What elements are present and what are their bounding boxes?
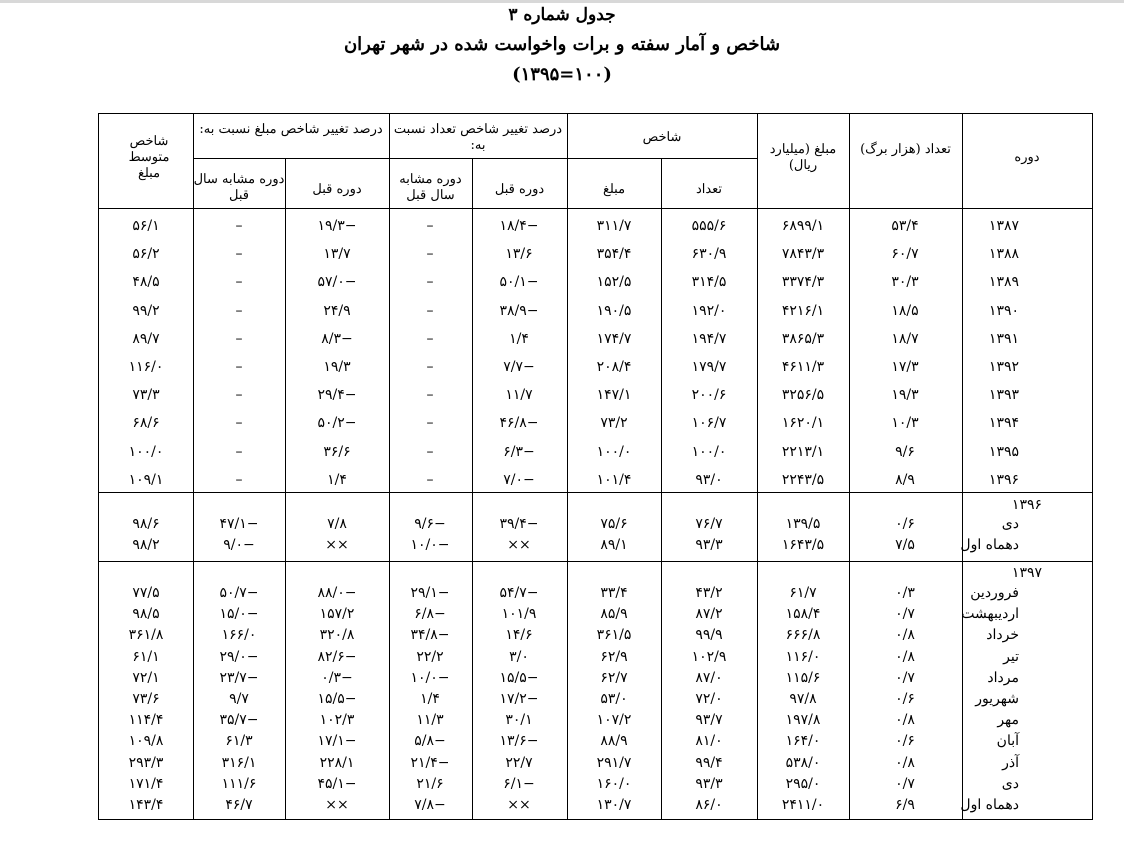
cell-a-same: −۲۹/۰ xyxy=(219,648,259,665)
cell-i-amount: ۱۶۰/۰ xyxy=(596,775,632,792)
cell-i-amount: ۱۹۰/۵ xyxy=(596,302,632,319)
cell-count: ۹/۶ xyxy=(895,443,915,460)
top-divider xyxy=(0,0,1124,3)
cell-c-same: ۱/۴ xyxy=(420,691,440,707)
cell-a-same: – xyxy=(235,471,243,488)
cell-amount: ۶۸۹۹/۱ xyxy=(781,218,825,234)
cell-i-count: ۸۷/۰ xyxy=(695,669,723,686)
cell-count: ۶۰/۷ xyxy=(891,246,919,263)
cell-c-same: – xyxy=(426,359,434,375)
cell-i-amount: ۶۲/۹ xyxy=(600,648,628,665)
cell-a-same: −۵۰/۷ xyxy=(219,585,259,601)
cell-avg: ۱۰۹/۱ xyxy=(128,471,164,488)
cell-i-amount: ۱۷۴/۷ xyxy=(596,330,632,347)
header-amount: مبلغ (میلیارد ریال) xyxy=(769,142,837,173)
cell-a-prev: ۲۴/۹ xyxy=(323,302,351,319)
cell-a-prev: −۴۵/۱ xyxy=(317,775,357,792)
cell-amount: ۳۲۵۶/۵ xyxy=(781,387,825,404)
cell-count: ۸/۹ xyxy=(895,471,915,488)
cell-i-amount: ۱۰۰/۰ xyxy=(596,443,632,460)
header-index-count: تعداد xyxy=(695,182,723,197)
cell-i-amount: ۲۰۸/۴ xyxy=(596,359,632,375)
cell-i-count: ۹۳/۳ xyxy=(695,775,723,792)
cell-c-same: −۲۹/۱ xyxy=(410,585,450,601)
group-year-label: ۱۳۹۷ xyxy=(1011,565,1042,581)
cell-c-prev: ۳۰/۱ xyxy=(505,712,533,729)
cell-i-amount: ۷۵/۶ xyxy=(600,516,628,532)
data-table xyxy=(98,113,1093,820)
cell-c-prev: ۱۰۱/۹ xyxy=(501,606,537,623)
cell-c-prev: −۵۴/۷ xyxy=(499,585,539,601)
header-pct-count-same: دوره مشابه سال قبل xyxy=(399,172,462,203)
cell-c-same: −۶/۸ xyxy=(414,606,446,623)
header-pct-amount: درصد تغییر شاخص مبلغ نسبت به: xyxy=(199,122,383,137)
cell-period: دی xyxy=(1001,775,1019,792)
cell-c-prev: ۱۱/۷ xyxy=(505,387,533,404)
cell-i-count: ۱۰۲/۹ xyxy=(691,648,727,665)
cell-c-same: ۲۱/۶ xyxy=(416,775,444,792)
cell-avg: ۵۶/۱ xyxy=(132,218,160,234)
cell-a-same: ۶۱/۳ xyxy=(225,733,253,750)
cell-period: شهریور xyxy=(975,691,1019,707)
cell-i-count: ۹۹/۴ xyxy=(695,754,723,771)
cell-c-same: −۲۱/۴ xyxy=(410,754,450,771)
cell-a-prev: −۵۰/۲ xyxy=(317,415,357,432)
cell-a-same: – xyxy=(235,246,243,263)
cell-count: ۰/۷ xyxy=(895,669,915,686)
cell-a-prev: −۱۵/۵ xyxy=(317,691,357,707)
cell-i-amount: ۳۵۴/۴ xyxy=(596,246,632,263)
cell-c-same: – xyxy=(426,218,434,234)
cell-amount: ۳۸۶۵/۳ xyxy=(781,330,825,347)
row-rule xyxy=(99,561,1092,562)
cell-c-prev: ۲۲/۷ xyxy=(505,754,533,771)
cell-i-amount: ۸۸/۹ xyxy=(600,733,628,750)
cell-a-same: ۴۶/۷ xyxy=(225,797,253,813)
cell-i-amount: ۲۹۱/۷ xyxy=(596,754,632,771)
cell-amount: ۲۹۵/۰ xyxy=(785,775,821,792)
cell-a-prev: ۳۲۰/۸ xyxy=(319,627,355,644)
cell-i-count: ۹۳/۳ xyxy=(695,536,723,553)
cell-avg: ۱۱۴/۴ xyxy=(128,712,164,729)
cell-c-prev: −۵۰/۱ xyxy=(499,274,539,291)
cell-avg: ۱۷۱/۴ xyxy=(128,775,164,792)
cell-i-count: ۲۰۰/۶ xyxy=(691,387,727,404)
cell-count: ۳۰/۳ xyxy=(891,274,919,291)
cell-i-amount: ۶۲/۷ xyxy=(600,669,628,686)
cell-i-amount: ۳۱۱/۷ xyxy=(596,218,632,234)
cell-avg: ۱۰۰/۰ xyxy=(128,443,164,460)
table-number: جدول شماره ۳ xyxy=(508,5,616,25)
cell-c-same: – xyxy=(426,471,434,488)
column-rule xyxy=(962,114,963,819)
cell-a-prev: −۸/۳ xyxy=(321,330,353,347)
cell-i-count: ۶۳۰/۹ xyxy=(691,246,727,263)
cell-c-same: – xyxy=(426,415,434,432)
cell-avg: ۳۶۱/۸ xyxy=(128,627,164,644)
header-index-amount: مبلغ xyxy=(602,182,626,197)
cell-count: ۰/۳ xyxy=(895,585,915,601)
cell-avg: ۹۸/۲ xyxy=(132,536,160,553)
cell-a-prev: ۱۰۲/۳ xyxy=(319,712,355,729)
cell-a-prev: −۰/۳ xyxy=(321,669,353,686)
cell-c-same: −۳۴/۸ xyxy=(410,627,450,644)
cell-c-same: ۱۱/۳ xyxy=(416,712,444,729)
cell-a-prev: ۲۲۸/۱ xyxy=(319,754,355,771)
cell-count: ۰/۸ xyxy=(895,648,915,665)
cell-a-prev: ×× xyxy=(325,536,349,553)
cell-amount: ۲۴۱۱/۰ xyxy=(781,797,825,813)
cell-c-prev: −۴۶/۸ xyxy=(499,415,539,432)
cell-a-prev: −۵۷/۰ xyxy=(317,274,357,291)
cell-period: مهر xyxy=(997,712,1019,729)
cell-i-amount: ۸۹/۱ xyxy=(600,536,628,553)
cell-c-same: −۷/۸ xyxy=(414,797,446,813)
cell-i-count: ۸۶/۰ xyxy=(695,797,723,813)
cell-c-same: −۱۰/۰ xyxy=(410,669,450,686)
cell-amount: ۹۷/۸ xyxy=(789,691,817,707)
cell-count: ۷/۵ xyxy=(895,536,915,553)
header-pct-amount-same: دوره مشابه سال قبل xyxy=(193,172,285,203)
cell-c-same: −۵/۸ xyxy=(414,733,446,750)
cell-i-count: ۴۳/۲ xyxy=(695,585,723,601)
cell-period: ۱۳۹۵ xyxy=(988,443,1019,460)
cell-i-amount: ۱۴۷/۱ xyxy=(596,387,632,404)
header-rule xyxy=(193,158,567,159)
cell-a-prev: −۱۷/۱ xyxy=(317,733,357,750)
cell-amount: ۱۳۹/۵ xyxy=(785,516,821,532)
cell-period: دی xyxy=(1001,516,1019,532)
cell-amount: ۱۱۵/۶ xyxy=(785,669,821,686)
cell-c-prev: −۶/۳ xyxy=(503,443,535,460)
cell-count: ۰/۶ xyxy=(895,733,915,750)
cell-amount: ۴۲۱۶/۱ xyxy=(781,302,825,319)
cell-avg: ۷۳/۶ xyxy=(132,691,160,707)
cell-i-count: ۱۰۶/۷ xyxy=(691,415,727,432)
header-count: تعداد (هزار برگ) xyxy=(860,142,951,157)
cell-period: ۱۳۹۰ xyxy=(988,302,1019,319)
cell-c-same: – xyxy=(426,330,434,347)
cell-c-same: – xyxy=(426,274,434,291)
cell-count: ۱۰/۳ xyxy=(891,415,919,432)
cell-amount: ۵۳۸/۰ xyxy=(785,754,821,771)
cell-period: مرداد xyxy=(987,669,1019,686)
cell-c-same: – xyxy=(426,302,434,319)
cell-a-same: – xyxy=(235,330,243,347)
cell-a-same: −۴۷/۱ xyxy=(219,516,259,532)
cell-avg: ۷۳/۳ xyxy=(132,387,160,404)
cell-avg: ۵۶/۲ xyxy=(132,246,160,263)
cell-period: اردیبهشت xyxy=(961,606,1019,623)
cell-i-count: ۵۵۵/۶ xyxy=(691,218,727,234)
cell-period: آذر xyxy=(1002,754,1019,771)
cell-avg: ۶۱/۱ xyxy=(132,648,160,665)
cell-a-prev: ×× xyxy=(325,797,349,813)
cell-avg: ۸۹/۷ xyxy=(132,330,160,347)
cell-c-prev: −۷/۷ xyxy=(503,359,535,375)
cell-count: ۱۹/۳ xyxy=(891,387,919,404)
cell-amount: ۲۲۱۳/۱ xyxy=(781,443,825,460)
cell-a-same: ۱۱۱/۶ xyxy=(221,775,257,792)
cell-i-amount: ۳۶۱/۵ xyxy=(596,627,632,644)
cell-c-prev: ۳/۰ xyxy=(509,648,529,665)
cell-amount: ۱۶۴/۰ xyxy=(785,733,821,750)
row-rule xyxy=(99,208,1092,209)
cell-amount: ۱۵۸/۴ xyxy=(785,606,821,623)
cell-period: ۱۳۸۸ xyxy=(988,246,1019,263)
cell-avg: ۱۴۳/۴ xyxy=(128,797,164,813)
cell-a-same: −۱۵/۰ xyxy=(219,606,259,623)
cell-a-same: – xyxy=(235,274,243,291)
cell-i-count: ۱۹۴/۷ xyxy=(691,330,727,347)
cell-c-prev: −۱۸/۴ xyxy=(499,218,539,234)
cell-a-prev: −۱۹/۳ xyxy=(317,218,357,234)
cell-a-same: ۹/۷ xyxy=(229,691,249,707)
cell-a-same: – xyxy=(235,218,243,234)
cell-a-prev: ۱/۴ xyxy=(327,471,347,488)
cell-period: ۱۳۹۴ xyxy=(988,415,1019,432)
cell-c-prev: ۱۴/۶ xyxy=(505,627,533,644)
cell-count: ۱۸/۷ xyxy=(891,330,919,347)
cell-a-same: ۳۱۶/۱ xyxy=(221,754,257,771)
cell-i-count: ۹۳/۰ xyxy=(695,471,723,488)
cell-a-same: – xyxy=(235,443,243,460)
cell-period: ۱۳۹۶ xyxy=(988,471,1019,488)
cell-c-prev: −۱۳/۶ xyxy=(499,733,539,750)
cell-amount: ۱۶۴۳/۵ xyxy=(781,536,825,553)
cell-amount: ۴۶۱۱/۳ xyxy=(781,359,825,375)
cell-period: ۱۳۸۷ xyxy=(988,218,1019,234)
cell-a-prev: −۸۲/۶ xyxy=(317,648,357,665)
cell-i-amount: ۱۵۲/۵ xyxy=(596,274,632,291)
cell-c-same: ۲۲/۲ xyxy=(416,648,444,665)
cell-avg: ۱۰۹/۸ xyxy=(128,733,164,750)
cell-period: ۱۳۹۲ xyxy=(988,359,1019,375)
cell-amount: ۱۱۶/۰ xyxy=(785,648,821,665)
cell-amount: ۲۲۴۳/۵ xyxy=(781,471,825,488)
header-avg-index: شاخص متوسط مبلغ xyxy=(128,134,170,181)
cell-i-count: ۸۷/۲ xyxy=(695,606,723,623)
cell-c-prev: ۱۳/۶ xyxy=(505,246,533,263)
cell-a-prev: ۱۳/۷ xyxy=(323,246,351,263)
cell-i-amount: ۳۳/۴ xyxy=(600,585,628,601)
cell-c-same: – xyxy=(426,443,434,460)
header-rule xyxy=(567,158,757,159)
cell-i-amount: ۵۳/۰ xyxy=(600,691,628,707)
cell-i-count: ۱۰۰/۰ xyxy=(691,443,727,460)
cell-i-amount: ۱۰۱/۴ xyxy=(596,471,632,488)
cell-avg: ۷۲/۱ xyxy=(132,669,160,686)
cell-avg: ۷۷/۵ xyxy=(132,585,160,601)
cell-avg: ۲۹۳/۳ xyxy=(128,754,164,771)
cell-c-same: −۹/۶ xyxy=(414,516,446,532)
cell-count: ۰/۸ xyxy=(895,712,915,729)
cell-c-prev: ۱/۴ xyxy=(509,330,529,347)
cell-a-prev: ۷/۸ xyxy=(327,516,347,532)
cell-i-amount: ۸۵/۹ xyxy=(600,606,628,623)
cell-a-same: ۱۶۶/۰ xyxy=(221,627,257,644)
cell-c-same: −۱۰/۰ xyxy=(410,536,450,553)
cell-i-amount: ۷۳/۲ xyxy=(600,415,628,432)
cell-c-same: – xyxy=(426,387,434,404)
header-pct-amount-prev: دوره قبل xyxy=(312,182,362,197)
cell-i-count: ۷۶/۷ xyxy=(695,516,723,532)
cell-count: ۰/۷ xyxy=(895,775,915,792)
cell-count: ۶/۹ xyxy=(895,797,915,813)
cell-period: دهماه اول xyxy=(960,536,1019,553)
cell-count: ۱۷/۳ xyxy=(891,359,919,375)
cell-a-prev: ۳۶/۶ xyxy=(323,443,351,460)
cell-amount: ۷۸۴۳/۳ xyxy=(781,246,825,263)
cell-a-same: – xyxy=(235,359,243,375)
cell-amount: ۶۶۶/۸ xyxy=(785,627,821,644)
cell-a-prev: −۲۹/۴ xyxy=(317,387,357,404)
cell-c-prev: −۷/۰ xyxy=(503,471,535,488)
header-pct-count: درصد تغییر شاخص تعداد نسبت به: xyxy=(393,122,563,153)
cell-period: ۱۳۹۳ xyxy=(988,387,1019,404)
cell-i-count: ۹۹/۹ xyxy=(695,627,723,644)
cell-c-prev: ×× xyxy=(507,536,531,553)
cell-count: ۰/۶ xyxy=(895,516,915,532)
cell-count: ۰/۷ xyxy=(895,606,915,623)
cell-c-prev: −۳۸/۹ xyxy=(499,302,539,319)
cell-amount: ۶۱/۷ xyxy=(789,585,817,601)
cell-i-count: ۷۲/۰ xyxy=(695,691,723,707)
table-base-year: (۱۰۰=۱۳۹۵) xyxy=(512,64,612,85)
cell-i-amount: ۱۰۷/۲ xyxy=(596,712,632,729)
cell-period: دهماه اول xyxy=(960,797,1019,813)
cell-avg: ۱۱۶/۰ xyxy=(128,359,164,375)
cell-period: ۱۳۸۹ xyxy=(988,274,1019,291)
cell-avg: ۶۸/۶ xyxy=(132,415,160,432)
cell-i-count: ۱۷۹/۷ xyxy=(691,359,727,375)
cell-amount: ۳۳۷۴/۳ xyxy=(781,274,825,291)
header-pct-count-prev: دوره قبل xyxy=(494,182,545,197)
cell-amount: ۱۶۲۰/۱ xyxy=(781,415,825,432)
cell-a-same: – xyxy=(235,415,243,432)
cell-avg: ۹۸/۵ xyxy=(132,606,160,623)
cell-a-same: −۳۵/۷ xyxy=(219,712,259,729)
cell-period: آبان xyxy=(996,733,1019,750)
cell-c-prev: −۶/۱ xyxy=(503,775,535,792)
cell-a-same: – xyxy=(235,387,243,404)
cell-i-count: ۹۳/۷ xyxy=(695,712,723,729)
cell-count: ۰/۸ xyxy=(895,627,915,644)
cell-i-count: ۳۱۴/۵ xyxy=(691,274,727,291)
cell-a-same: −۲۳/۷ xyxy=(219,669,259,686)
cell-period: فروردین xyxy=(970,585,1019,601)
cell-period: ۱۳۹۱ xyxy=(988,330,1019,347)
cell-a-prev: ۱۵۷/۲ xyxy=(319,606,355,623)
cell-amount: ۱۹۷/۸ xyxy=(785,712,821,729)
cell-c-prev: −۱۷/۲ xyxy=(499,691,539,707)
cell-a-prev: ۱۹/۳ xyxy=(323,359,351,375)
cell-avg: ۹۸/۶ xyxy=(132,516,160,532)
cell-count: ۵۳/۴ xyxy=(891,218,919,234)
cell-c-prev: −۳۹/۴ xyxy=(499,516,539,532)
cell-count: ۱۸/۵ xyxy=(891,302,919,319)
cell-i-amount: ۱۳۰/۷ xyxy=(596,797,632,813)
header-index: شاخص xyxy=(642,130,682,145)
cell-period: تیر xyxy=(1003,648,1019,665)
cell-period: خرداد xyxy=(986,627,1019,644)
cell-avg: ۹۹/۲ xyxy=(132,302,160,319)
cell-c-prev: −۱۵/۵ xyxy=(499,669,539,686)
table-subject: شاخص و آمار سفته و برات واخواست شده در شهر تهران xyxy=(343,34,781,55)
cell-a-prev: −۸۸/۰ xyxy=(317,585,357,601)
cell-count: ۰/۸ xyxy=(895,754,915,771)
group-year-label: ۱۳۹۶ xyxy=(1011,497,1042,513)
cell-a-same: – xyxy=(235,302,243,319)
cell-c-same: – xyxy=(426,246,434,263)
cell-i-count: ۱۹۲/۰ xyxy=(691,302,727,319)
cell-i-count: ۸۱/۰ xyxy=(695,733,723,750)
cell-count: ۰/۶ xyxy=(895,691,915,707)
cell-a-same: −۹/۰ xyxy=(223,536,255,553)
cell-avg: ۴۸/۵ xyxy=(132,274,160,291)
cell-c-prev: ×× xyxy=(507,797,531,813)
header-period: دوره xyxy=(1014,150,1040,165)
